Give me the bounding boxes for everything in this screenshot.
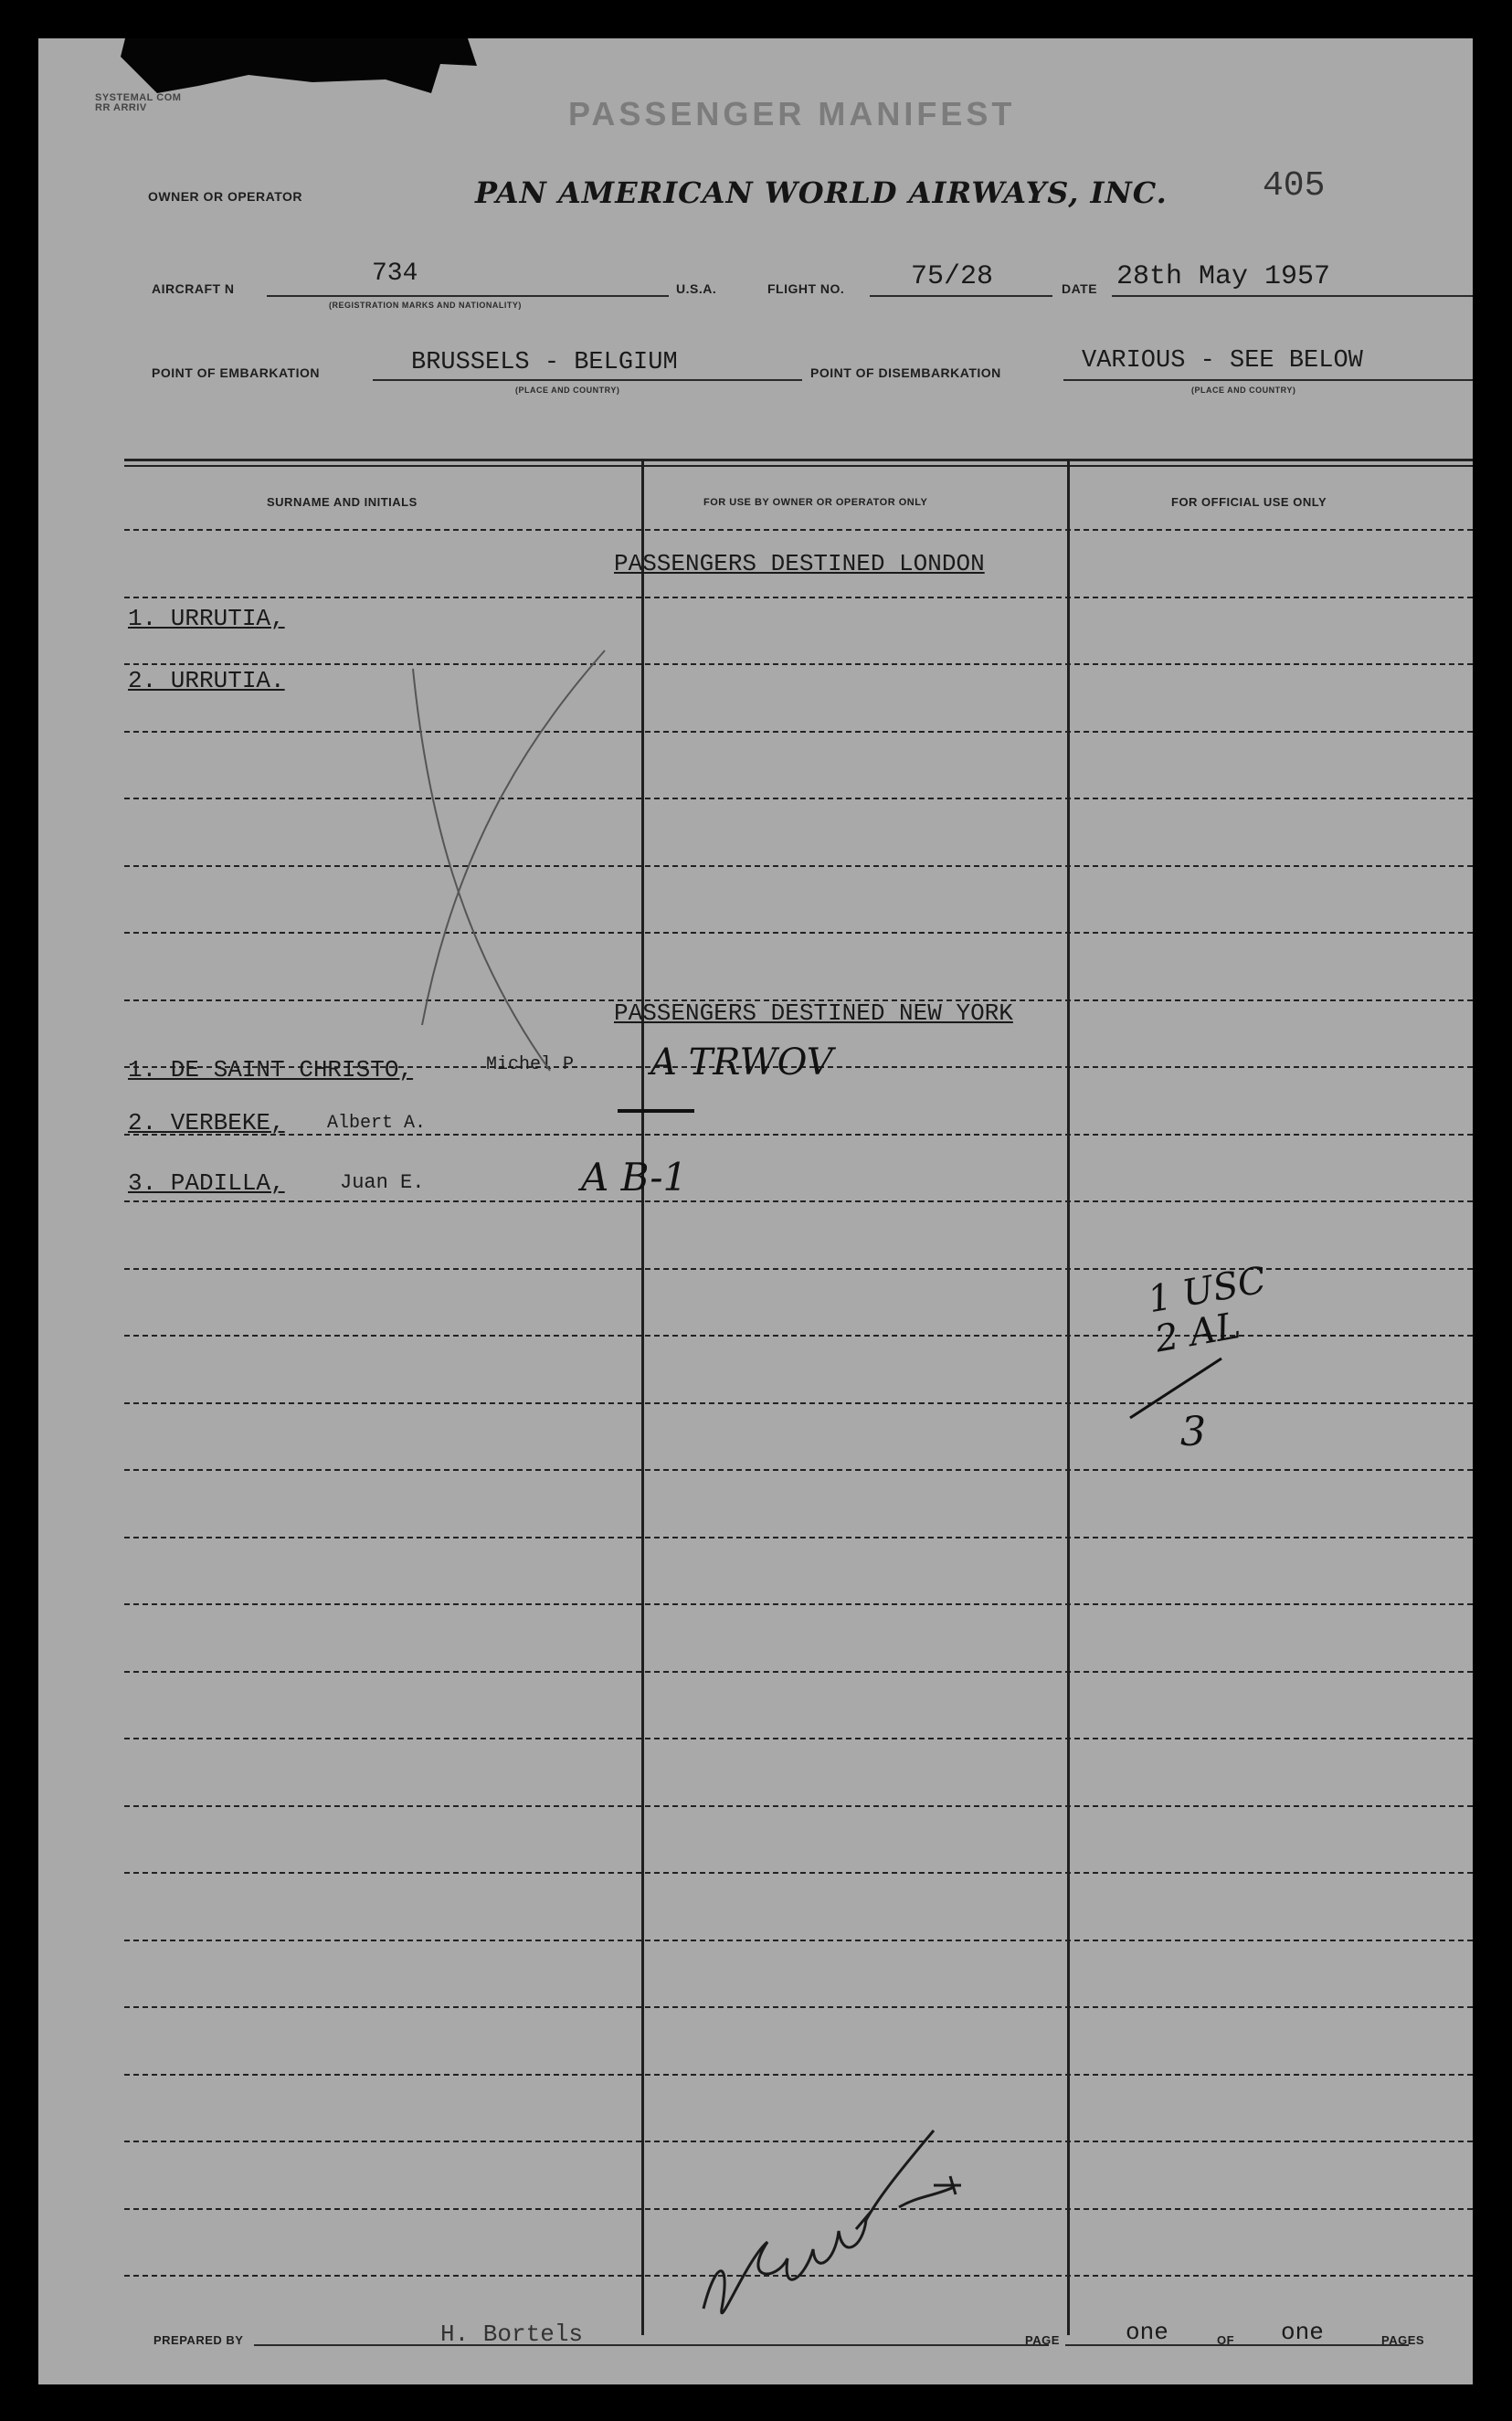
passenger-name: 2. VERBEKE, <box>128 1109 285 1136</box>
pages-label: PAGES <box>1381 2333 1425 2347</box>
disembark-label: POINT OF DISEMBARKATION <box>810 365 1001 380</box>
table-row-rule <box>124 1603 1473 1605</box>
handwritten-note: A B-1 <box>581 1155 688 1200</box>
section-heading-london: PASSENGERS DESTINED LONDON <box>614 550 985 577</box>
table-row-rule <box>124 798 1473 799</box>
date-value: 28th May 1957 <box>1116 261 1331 292</box>
flight-value: 75/28 <box>911 261 994 292</box>
passenger-given-name: Michel P <box>486 1054 575 1075</box>
column-header-official: FOR OFFICIAL USE ONLY <box>1171 495 1327 509</box>
table-row-rule <box>124 597 1473 598</box>
corner-stamp: SYSTEMAL COM RR ARRIV <box>95 92 182 113</box>
table-row-rule <box>124 932 1473 934</box>
signature <box>660 2121 989 2331</box>
table-row-rule <box>124 1805 1473 1807</box>
passenger-name: 2. URRUTIA. <box>128 667 285 694</box>
page-number: 405 <box>1263 166 1326 206</box>
table-row-rule <box>124 1134 1473 1136</box>
embark-label: POINT OF EMBARKATION <box>152 365 320 380</box>
flight-label: FLIGHT NO. <box>767 281 845 296</box>
passenger-name: 3. PADILLA, <box>128 1169 285 1197</box>
pencil-cross-mark <box>386 641 641 1089</box>
handwritten-tally-total: 3 <box>1180 1409 1206 1455</box>
table-row-rule <box>124 1940 1473 1941</box>
owner-value: PAN AMERICAN WORLD AIRWAYS, INC. <box>475 175 1168 210</box>
passenger-name: 1. URRUTIA, <box>128 605 285 632</box>
passenger-given-name: Juan E. <box>340 1171 425 1194</box>
of-label: OF <box>1217 2333 1235 2347</box>
handwritten-tally: 1 USC 2 AL <box>1145 1259 1270 1361</box>
date-label: DATE <box>1062 281 1098 296</box>
prepared-value: H. Bortels <box>440 2321 584 2348</box>
redaction-blot <box>38 38 550 139</box>
disembark-value: VARIOUS - SEE BELOW <box>1082 347 1363 375</box>
embark-sub: (PLACE AND COUNTRY) <box>515 386 620 395</box>
table-row-rule <box>124 529 1473 531</box>
table-row-rule <box>124 1402 1473 1404</box>
usa-label: U.S.A. <box>676 281 717 296</box>
aircraft-sub: (REGISTRATION MARKS AND NATIONALITY) <box>329 301 522 310</box>
column-header-owner: FOR USE BY OWNER OR OPERATOR ONLY <box>703 497 928 508</box>
table-row-rule <box>124 1872 1473 1874</box>
manifest-sheet <box>38 38 1473 2384</box>
embark-value: BRUSSELS - BELGIUM <box>411 349 678 376</box>
passenger-name: 1. DE SAINT CHRISTO, <box>128 1056 414 1084</box>
table-row-rule <box>124 731 1473 733</box>
table-row-rule <box>124 1268 1473 1270</box>
table-row-rule <box>124 1738 1473 1739</box>
table-row-rule <box>124 2006 1473 2008</box>
table-row-rule <box>124 1671 1473 1673</box>
page-title: PASSENGER MANIFEST <box>568 95 1016 132</box>
table-row-rule <box>124 663 1473 665</box>
aircraft-label: AIRCRAFT N <box>152 281 235 296</box>
passenger-given-name: Albert A. <box>327 1113 427 1134</box>
table-row-rule <box>124 1537 1473 1538</box>
page-label: PAGE <box>1025 2333 1060 2347</box>
handwritten-note: A TRWOV <box>650 1041 833 1084</box>
prepared-label: PREPARED BY <box>153 2333 244 2347</box>
table-row-rule <box>124 1200 1473 1202</box>
table-row-rule <box>124 1469 1473 1471</box>
pages-value: one <box>1281 2319 1324 2346</box>
table-row-rule <box>124 865 1473 867</box>
disembark-sub: (PLACE AND COUNTRY) <box>1191 386 1296 395</box>
column-header-surname: SURNAME AND INITIALS <box>267 495 418 509</box>
section-heading-new-york: PASSENGERS DESTINED NEW YORK <box>614 999 1013 1027</box>
owner-label: OWNER OR OPERATOR <box>148 189 302 204</box>
table-row-rule <box>124 2074 1473 2076</box>
page-value: one <box>1126 2319 1168 2346</box>
aircraft-value: 734 <box>372 259 418 288</box>
